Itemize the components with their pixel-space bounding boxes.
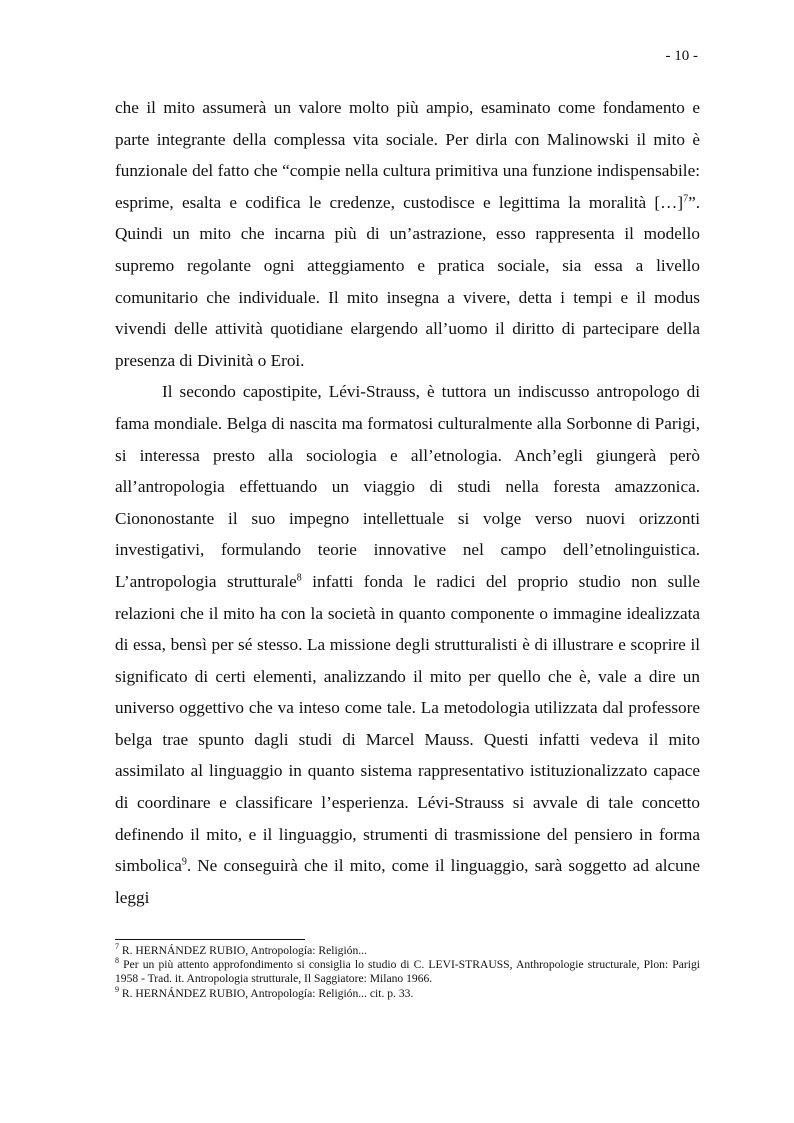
paragraph-1 — [115, 92, 700, 376]
footnotes — [115, 944, 700, 1001]
footnote-ref-8[interactable]: 8 — [296, 572, 302, 584]
footnote-ref-7[interactable]: 7 — [683, 193, 689, 205]
footnote-text-8: Per un più attento approfondimento si consiglia lo studio di C. LEVI-STRAUSS, Anthropologie structurale, Plon: Parigi 1958 - Trad. it. Antropologia strutturale, Il Saggiatore: Milano 1966. — [115, 958, 700, 986]
footnote-text-7: R. HERNÁNDEZ RUBIO, Antropología: Religión... — [119, 944, 367, 957]
footnote-separator — [115, 939, 305, 940]
paragraph-2-text-b: infatti fonda le radici del proprio studio non sulle relazioni che il mito ha con la società in quanto componente o immagine idealizzata di essa, bensì per sé stesso. La missione degli strutturalisti è di illustrare e scoprire il significato di certi elementi, analizzando il mito per quello che è, vale a dire un universo oggettivo che va inteso come tale. La metodologia utilizzata dal professore belga trae spunto dagli studi di Marcel Mauss. Questi infatti vedeva il mito assimilato al linguaggio in quanto sistema rappresentativo istituzionalizzato capace di coordinare e classificare l’esperienza. Lévi-Strauss si avvale di tale concetto definendo il mito, e il linguaggio, strumenti di trasmissione del pensiero in forma simbolica — [115, 571, 700, 876]
footnote-text-9: R. HERNÁNDEZ RUBIO, Antropología: Religión... cit. p. 33. — [119, 986, 414, 1000]
paragraph-2 — [115, 376, 700, 913]
footnote-8 — [115, 958, 700, 986]
footnote-number-7: 7 — [115, 942, 119, 952]
footnote-9 — [115, 984, 700, 1001]
footnote-number-8: 8 — [115, 956, 119, 966]
paragraph-2-text-a: Il secondo capostipite, Lévi-Strauss, è tuttora un indiscusso antropologo di fama mondiale. Belga di nascita ma formatosi culturalmente alla Sorbonne di Parigi, si interessa presto alla sociologia e all’etnologia. Anch’egli giungerà però all’antropologia effettuando un viaggio di studi nella foresta amazzonica. Ciononostante il suo impegno intellettuale si volge verso nuovi orizzonti investigativi, formulando teorie innovative nel campo dell’etnolinguistica. L’antropologia strutturale — [115, 382, 700, 591]
body-text — [115, 92, 700, 913]
footnote-7 — [115, 944, 700, 958]
footnote-number-9: 9 — [115, 984, 119, 994]
paragraph-1-text-b: ”. Quindi un mito che incarna più di un’astrazione, esso rappresenta il modello supremo regolante ogni atteggiamento e pratica sociale, sia essa a livello comunitario che individuale. Il mito insegna a vivere, detta i tempi e il modus vivendi delle attività quotidiane elargendo all’uomo il diritto di partecipare della presenza di Divinità o Eroi. — [115, 192, 700, 370]
paragraph-2-text-c: . Ne conseguirà che il mito, come il linguaggio, sarà soggetto ad alcune leggi — [115, 856, 700, 907]
paragraph-1-text-a: che il mito assumerà un valore molto più ampio, esaminato come fondamento e parte integrante della complessa vita sociale. Per dirla con Malinowski il mito è funzionale del fatto che “compie nella cultura primitiva una funzione indispensabile: esprime, esalta e codifica le credenze, custodisce e legittima la moralità […] — [115, 98, 700, 212]
footnote-ref-9[interactable]: 9 — [181, 856, 187, 868]
page-number: - 10 - — [665, 48, 698, 64]
